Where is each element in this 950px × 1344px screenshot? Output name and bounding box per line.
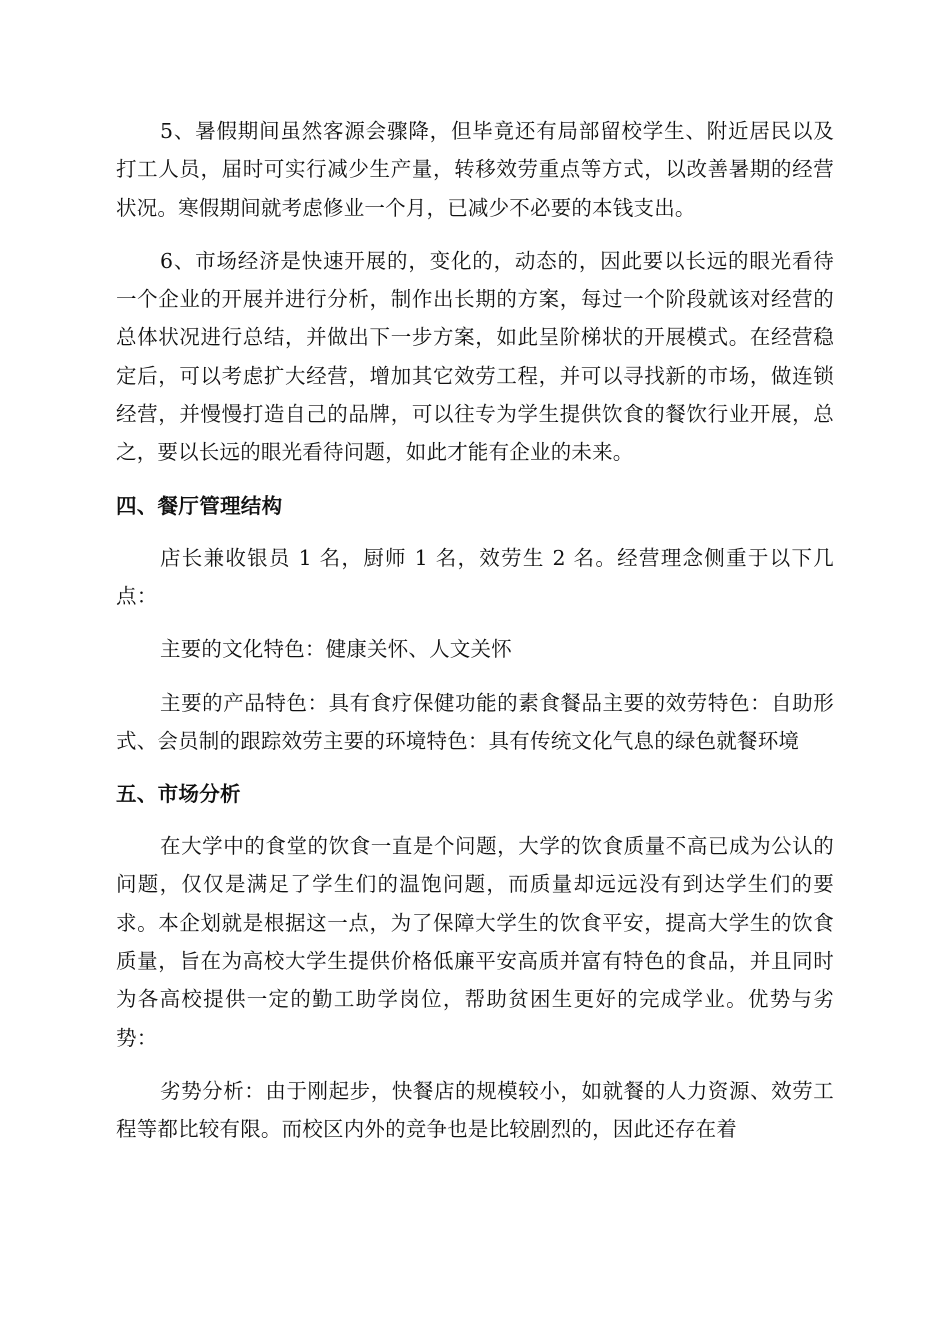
paragraph-staffing: 店长兼收银员 1 名，厨师 1 名，效劳生 2 名。经营理念侧重于以下几点：: [116, 545, 834, 608]
paragraph-culture: 主要的文化特色：健康关怀、人文关怀: [160, 637, 512, 662]
paragraph-market-overview: 在大学中的食堂的饮食一直是个问题，大学的饮食质量不高已成为公认的问题，仅仅是满足了学生们的温饱问题，而质量却远远没有到达学生们的要求。本企划就是根据这一点，为了保障大学生的饮食平安，提高大学生的饮食质量，旨在为高校大学生提供价格低廉平安高质并富有特色的食品，并且同时为各高校提供一定的勤工助学岗位，帮助贫困生更好的完成学业。优势与劣势：: [116, 834, 834, 1050]
paragraph-weakness-analysis: 劣势分析：由于刚起步，快餐店的规模较小，如就餐的人力资源、效劳工程等都比较有限。而校区内外的竞争也是比较剧烈的，因此还存在着: [116, 1078, 834, 1142]
paragraph-item-6: 6、市场经济是快速开展的，变化的，动态的，因此要以长远的眼光看待一个企业的开展并进行分析，制作出长期的方案，每过一个阶段就该对经营的总体状况进行总结，并做出下一步方案，如此呈阶梯状的开展模式。在经营稳定后，可以考虑扩大经营，增加其它效劳工程，并可以寻找新的市场，做连锁经营，并慢慢打造自己的品牌，可以往专为学生提供饮食的餐饮行业开展，总之，要以长远的眼光看待问题，如此才能有企业的未来。: [116, 248, 834, 465]
section-heading-market-analysis: 五、市场分析: [116, 782, 241, 807]
paragraph-item-5: 5、暑假期间虽然客源会骤降，但毕竟还有局部留校学生、附近居民以及打工人员，届时可实行减少生产量，转移效劳重点等方式，以改善暑期的经营状况。寒假期间就考虑修业一个月，已减少不必要的本钱支出。: [116, 119, 834, 220]
document-body: [116, 112, 834, 1164]
paragraph-product-features: 主要的产品特色：具有食疗保健功能的素食餐品主要的效劳特色：自助形式、会员制的跟踪效劳主要的环境特色：具有传统文化气息的绿色就餐环境: [116, 690, 834, 753]
section-heading-management: 四、餐厅管理结构: [116, 493, 283, 518]
